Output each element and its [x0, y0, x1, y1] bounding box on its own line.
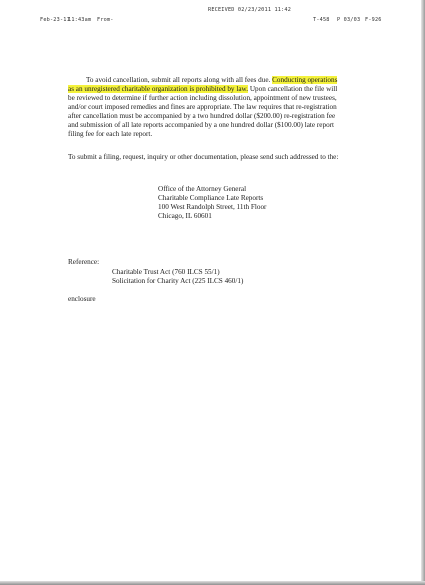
paragraph-line: as an unregistered charitable organization is prohibited by law. Upon cancellation the file will: [68, 85, 338, 93]
address-line: Office of the Attorney General: [158, 185, 247, 193]
paragraph-line: filing fee for each late report.: [68, 130, 153, 138]
reference-item: Charitable Trust Act (760 ILCS 55/1): [112, 268, 220, 276]
submission-paragraph: To submit a filing, request, inquiry or other documentation, please send such addressed to the:: [68, 153, 339, 161]
address-line: Charitable Compliance Late Reports: [158, 194, 264, 202]
address-line: Chicago, IL 60601: [158, 212, 212, 220]
paragraph-line: To avoid cancellation, submit all reports along with all fees due. Conducting operations: [86, 76, 338, 84]
address-line: 100 West Randolph Street, 11th Floor: [158, 203, 267, 211]
fax-page-count: P 03/03: [337, 17, 361, 23]
page-edge-shadow: [421, 0, 425, 585]
fax-from: From-: [97, 17, 114, 23]
highlighted-text: as an unregistered charitable organization is prohibited by law.: [68, 85, 249, 93]
paragraph-line: be reviewed to determine if further action including dissolution, appointment of new trustees,: [68, 94, 337, 102]
fax-date: Feb-23-11: [40, 17, 70, 23]
page-bottom-shadow: [0, 581, 425, 585]
reference-label: Reference:: [68, 258, 100, 266]
enclosure-note: enclosure: [68, 295, 96, 303]
paragraph-line: and submission of all late reports accompanied by a one hundred dollar ($100.00) late report: [68, 121, 335, 129]
fax-f-number: F-926: [365, 17, 382, 23]
reference-item: Solicitation for Charity Act (225 ILCS 460/1): [112, 277, 244, 285]
fax-received-stamp: RECEIVED 02/23/2011 11:42: [208, 7, 292, 13]
fax-time: 11:43am: [68, 17, 92, 23]
fax-t-number: T-458: [313, 17, 330, 23]
paragraph-line: and/or court imposed remedies and fines are appropriate. The law requires that re-registration: [68, 103, 337, 111]
highlighted-text: Conducting operations: [272, 76, 338, 84]
paragraph-line: after cancellation must be accompanied by a two hundred dollar ($200.00) re-registration fee: [68, 112, 336, 120]
